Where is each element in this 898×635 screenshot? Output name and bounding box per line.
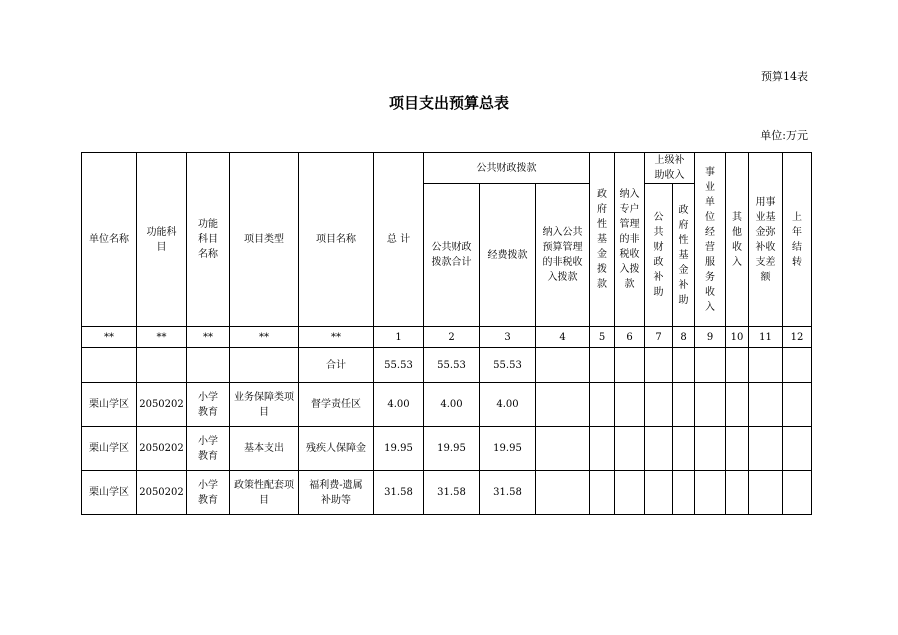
row-name: 残疾人保障金 [299, 427, 374, 471]
col-project-type: 项目类型 [230, 153, 299, 327]
col-public-fin-subsidy: 公共财政补助 [645, 184, 673, 327]
col-func-subject-name: 功能科目名称 [187, 153, 230, 327]
table-row [82, 427, 812, 471]
index-cell: ** [82, 327, 137, 348]
index-cell: 2 [424, 327, 480, 348]
col-superior-subsidy: 上级补助收入 [645, 153, 695, 184]
row-code: 2050202 [137, 383, 187, 427]
total-public-finance: 55.53 [424, 348, 480, 383]
row-funding: 19.95 [480, 427, 536, 471]
index-cell: 3 [480, 327, 536, 348]
row-total: 4.00 [374, 383, 424, 427]
index-cell: 9 [695, 327, 726, 348]
row-funding: 31.58 [480, 471, 536, 515]
index-cell: 10 [726, 327, 749, 348]
budget-table [81, 152, 812, 515]
col-special-non-tax: 纳入专户管理的非税收入拨款 [615, 153, 645, 327]
col-funding: 经费拨款 [480, 184, 536, 327]
index-cell: 8 [673, 327, 695, 348]
row-type: 基本支出 [230, 427, 299, 471]
index-cell: 11 [749, 327, 783, 348]
total-label: 合计 [299, 348, 374, 383]
index-cell: 7 [645, 327, 673, 348]
row-public-finance: 19.95 [424, 427, 480, 471]
col-public-finance: 公共财政拨款 [424, 153, 590, 184]
row-code: 2050202 [137, 427, 187, 471]
row-unit: 栗山学区 [82, 471, 137, 515]
index-cell: 5 [590, 327, 615, 348]
total-row [82, 348, 812, 383]
row-subject: 小学教育 [187, 383, 230, 427]
row-total: 31.58 [374, 471, 424, 515]
col-non-tax: 纳入公共预算管理的非税收入拨款 [536, 184, 590, 327]
col-business-income: 事业单位经营服务收入 [695, 153, 726, 327]
col-gov-fund: 政府性基金拨款 [590, 153, 615, 327]
index-cell: ** [137, 327, 187, 348]
row-type: 政策性配套项目 [230, 471, 299, 515]
table-row [82, 383, 812, 427]
col-project-name: 项目名称 [299, 153, 374, 327]
col-gov-fund-subsidy: 政府性基金补助 [673, 184, 695, 327]
row-unit: 栗山学区 [82, 383, 137, 427]
row-funding: 4.00 [480, 383, 536, 427]
row-name: 福利费-遗属补助等 [299, 471, 374, 515]
index-cell: ** [230, 327, 299, 348]
table-row [82, 471, 812, 515]
row-subject: 小学教育 [187, 427, 230, 471]
total-value: 55.53 [374, 348, 424, 383]
total-funding: 55.53 [480, 348, 536, 383]
row-total: 19.95 [374, 427, 424, 471]
header-row-1 [82, 153, 812, 184]
row-public-finance: 31.58 [424, 471, 480, 515]
col-fund-balance: 用事业基金弥补收支差额 [749, 153, 783, 327]
index-cell: 1 [374, 327, 424, 348]
index-row [82, 327, 812, 348]
row-type: 业务保障类项目 [230, 383, 299, 427]
page-title: 项目支出预算总表 [388, 94, 509, 112]
col-unit-name: 单位名称 [82, 153, 137, 327]
row-code: 2050202 [137, 471, 187, 515]
index-cell: 4 [536, 327, 590, 348]
index-cell: ** [299, 327, 374, 348]
col-func-subject: 功能科目 [137, 153, 187, 327]
col-carry-over: 上年结转 [783, 153, 812, 327]
row-name: 督学责任区 [299, 383, 374, 427]
col-public-finance-total: 公共财政拨款合计 [424, 184, 480, 327]
row-unit: 栗山学区 [82, 427, 137, 471]
row-subject: 小学教育 [187, 471, 230, 515]
index-cell: ** [187, 327, 230, 348]
col-total: 总 计 [374, 153, 424, 327]
col-other-income: 其他收入 [726, 153, 749, 327]
table-number: 预算14表 [761, 70, 808, 83]
index-cell: 12 [783, 327, 812, 348]
index-cell: 6 [615, 327, 645, 348]
unit-label: 单位:万元 [760, 129, 808, 142]
row-public-finance: 4.00 [424, 383, 480, 427]
